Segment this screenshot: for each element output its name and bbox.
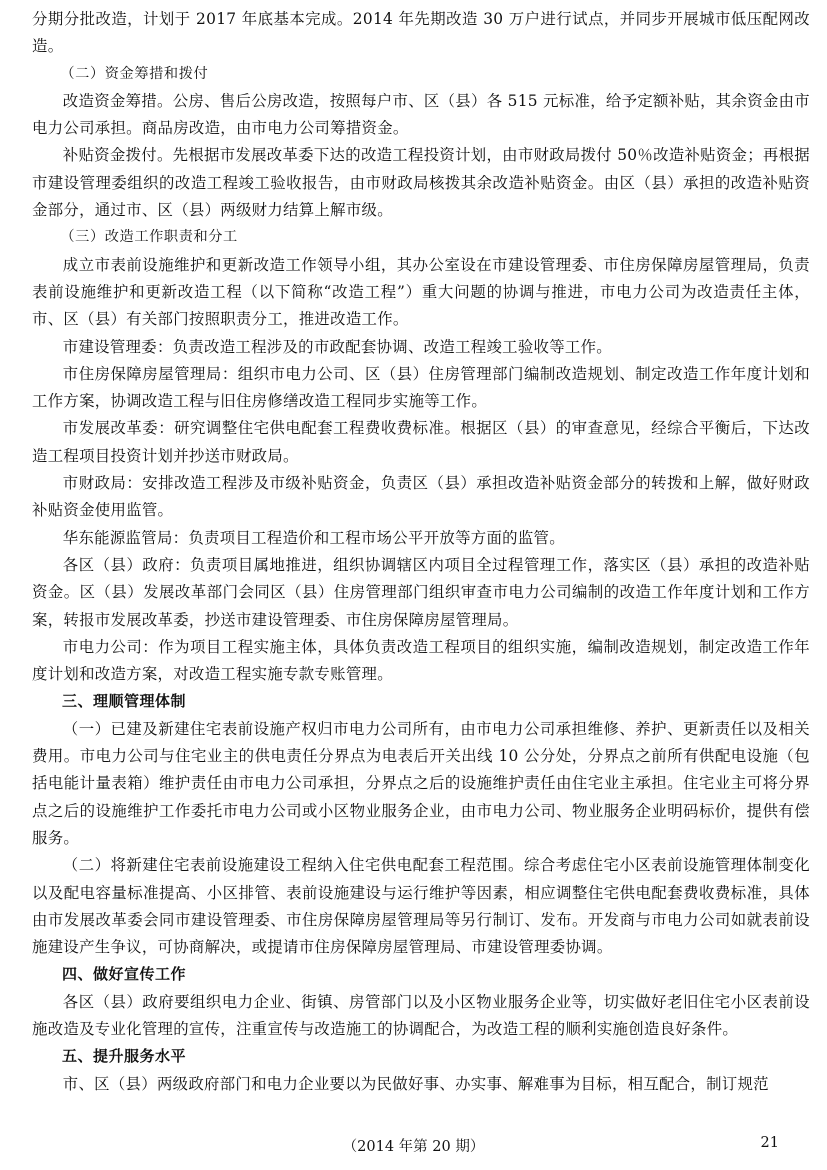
- section-subheading: （二）资金筹措和拨付: [60, 65, 209, 82]
- paragraph: 市、区（县）两级政府部门和电力企业要以为民做好事、办实事、解难事为目标，相互配合，制订规范: [62, 1074, 769, 1093]
- paragraph: 改造资金筹措。公房、售后公房改造，按照每户市、区（县）各 515 元标准，给予定额补贴，其余资金由市电力公司承担。商品房改造，由市电力公司筹措资金。: [32, 91, 810, 138]
- paragraph: 市发展改革委：研究调整住宅供电配套工程费收费标准。根据区（县）的审查意见，经综合平衡后，下达改造工程项目投资计划并抄送市财政局。: [32, 419, 810, 465]
- paragraph: 各区（县）政府要组织电力企业、街镇、房管部门以及小区物业服务企业等，切实做好老旧住宅小区表前设施改造及专业化管理的宣传，注重宣传与改造施工的协调配合，为改造工程的顺利实施创造良好条件。: [32, 992, 810, 1038]
- section-heading: 五、提升服务水平: [62, 1047, 187, 1066]
- issue-label: （2014 年第 20 期）: [342, 1139, 485, 1155]
- page-footer: [0, 1135, 827, 1159]
- paragraph: 市财政局：安排改造工程涉及市级补贴资金，负责区（县）承担改造补贴资金部分的转拨和上解，做好财政补贴资金使用监管。: [32, 474, 810, 520]
- section-subheading: （三）改造工作职责和分工: [60, 229, 238, 246]
- paragraph: （一）已建及新建住宅表前设施产权归市电力公司所有，由市电力公司承担维修、养护、更新责任以及相关费用。市电力公司与住宅业主的供电责任分界点为电表后开关出线 10 公分处，分界点之前所有供配电设施（包括电能计量表箱）维护责任由市电力公司承担，分界点之后的设施维护责任由住宅业主承担。住宅业主可将分界点之后的设施维护工作委托市电力公司或小区物业服务企业，由市电力公司、物业服务企业明码标价，提供有偿服务。: [32, 719, 810, 847]
- paragraph: （二）将新建住宅表前设施建设工程纳入住宅供电配套工程范围。综合考虑住宅小区表前设施管理体制变化以及配电容量标准提高、小区排管、表前设施建设与运行维护等因素，相应调整住宅供电配套费收费标准，具体由市发展改革委会同市建设管理委、市住房保障房屋管理局等另行制订、发布。开发商与市电力公司如就表前设施建设产生争议，可协商解决，或提请市住房保障房屋管理局、市建设管理委协调。: [32, 856, 810, 957]
- document-body: [32, 6, 810, 1098]
- section-heading: 三、理顺管理体制: [62, 692, 187, 711]
- paragraph: 市电力公司：作为项目工程实施主体，具体负责改造工程项目的组织实施，编制改造规划，制定改造工作年度计划和改造方案，对改造工程实施专款专账管理。: [32, 637, 810, 684]
- page-number: 21: [760, 1135, 779, 1151]
- paragraph: 补贴资金拨付。先根据市发展改革委下达的改造工程投资计划，由市财政局拨付 50％改造补贴资金；再根据市建设管理委组织的改造工程竣工验收报告，由市财政局核拨其余改造补贴资金。由区（县）承担的改造补贴资金部分，通过市、区（县）两级财力结算上解市级。: [32, 146, 810, 220]
- paragraph: 市住房保障房屋管理局：组织市电力公司、区（县）住房管理部门编制改造规划、制定改造工作年度计划和工作方案，协调改造工程与旧住房修缮改造工程同步实施等工作。: [32, 364, 810, 411]
- section-heading: 四、做好宣传工作: [62, 965, 187, 984]
- paragraph: 成立市表前设施维护和更新改造工作领导小组，其办公室设在市建设管理委、市住房保障房屋管理局，负责表前设施维护和更新改造工程（以下简称“改造工程”）重大问题的协调与推进，市电力公司为改造责任主体，市、区（县）有关部门按照职责分工，推进改造工作。: [32, 255, 810, 329]
- paragraph: 分期分批改造，计划于 2017 年底基本完成。2014 年先期改造 30 万户进行试点，并同步开展城市低压配网改造。: [32, 10, 810, 56]
- paragraph: 华东能源监管局：负责项目工程造价和工程市场公平开放等方面的监管。: [62, 528, 565, 547]
- paragraph: 市建设管理委：负责改造工程涉及的市政配套协调、改造工程竣工验收等工作。: [62, 337, 612, 356]
- paragraph: 各区（县）政府：负责项目属地推进，组织协调辖区内项目全过程管理工作，落实区（县）承担的改造补贴资金。区（县）发展改革部门会同区（县）住房管理部门组织审查市电力公司编制的改造工作年度计划和工作方案，转报市发展改革委，抄送市建设管理委、市住房保障房屋管理局。: [32, 555, 810, 629]
